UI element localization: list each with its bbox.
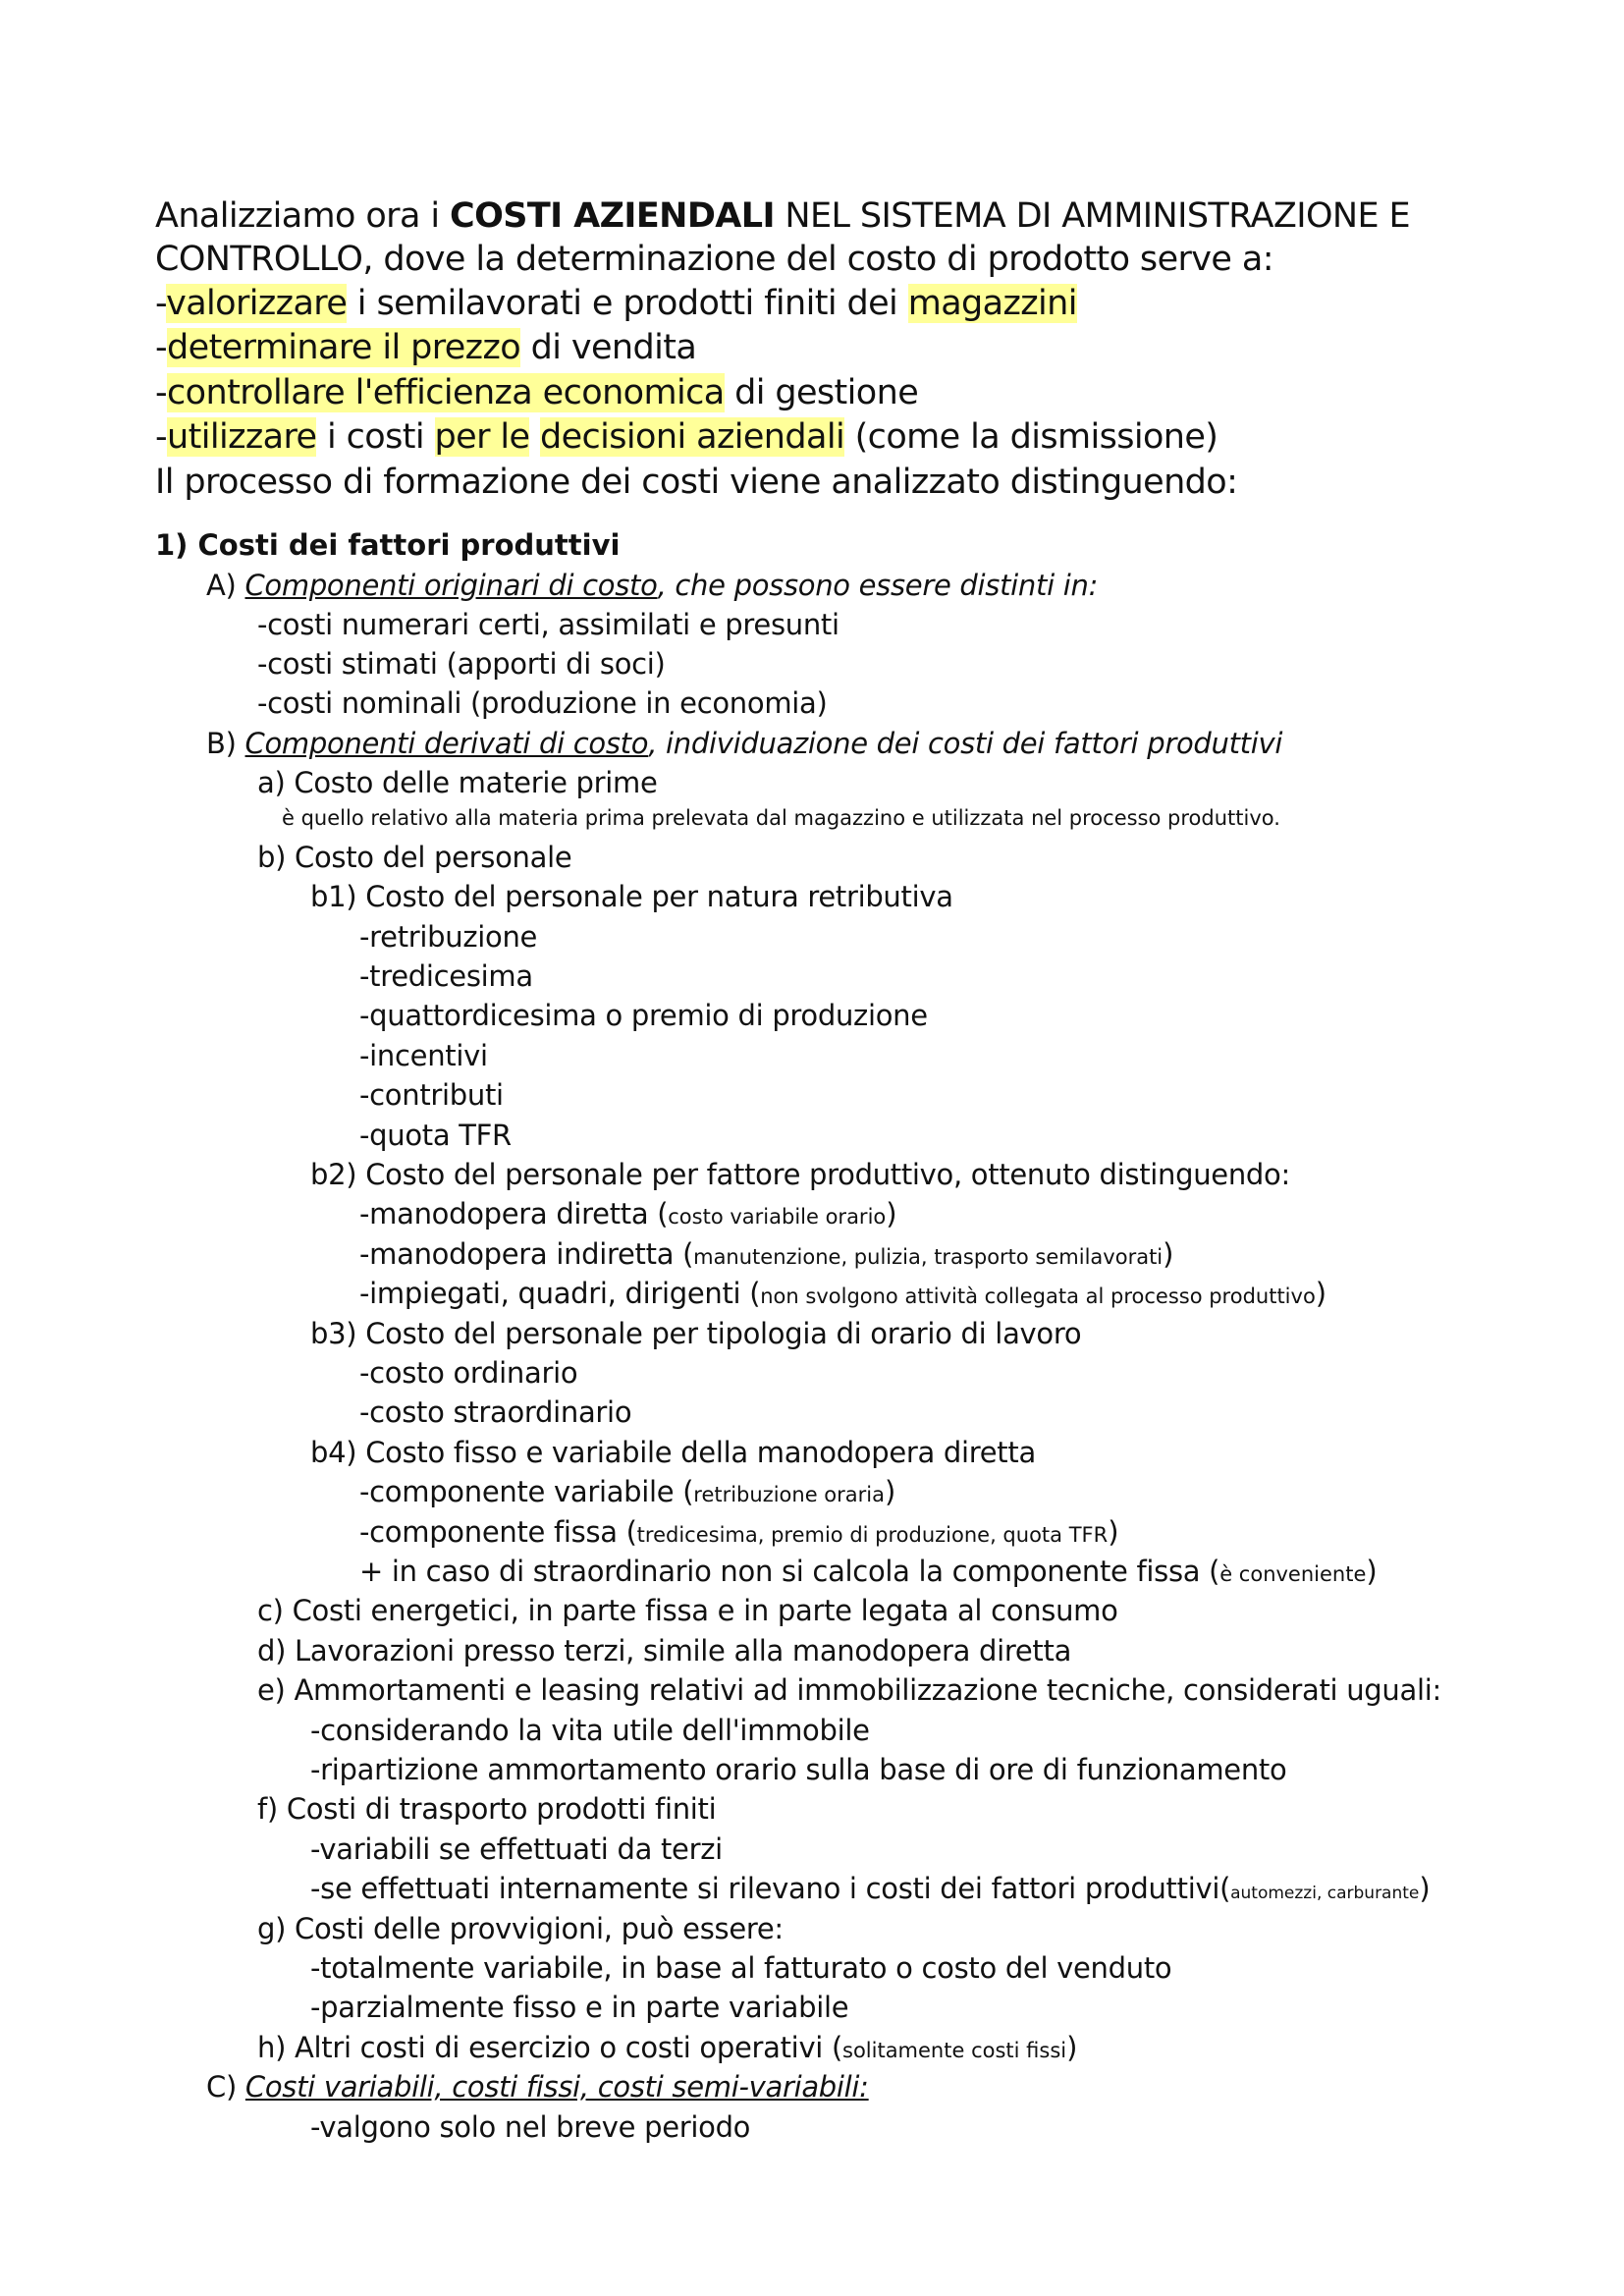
item-b4-title: b4) Costo fisso e variabile della manodopera diretta	[310, 1436, 1036, 1469]
item-h-title: h) Altri costi di esercizio o costi operativi (solitamente costi fissi)	[257, 2031, 1078, 2064]
item-a-note: è quello relativo alla materia prima prelevata dal magazzino e utilizzata nel processo produttivo.	[282, 806, 1280, 830]
item-f-title: f) Costi di trasporto prodotti finiti	[257, 1792, 717, 1826]
list-item: -costo straordinario	[359, 1395, 632, 1429]
list-item: -componente fissa (tredicesima, premio di produzione, quota TFR)	[359, 1515, 1119, 1549]
section-title: 1) Costi dei fattori produttivi	[155, 528, 621, 562]
item-b1-title: b1) Costo del personale per natura retributiva	[310, 880, 953, 913]
list-item: -costi nominali (produzione in economia)	[257, 686, 828, 720]
item-e-title: e) Ammortamenti e leasing relativi ad immobilizzazione tecniche, considerati uguali:	[257, 1673, 1441, 1707]
list-item: -valgono solo nel breve periodo	[310, 2110, 751, 2144]
list-item: -quattordicesima o premio di produzione	[359, 999, 928, 1032]
intro-line-2: CONTROLLO, dove la determinazione del costo di prodotto serve a:	[155, 240, 1273, 279]
list-item: -variabili se effettuati da terzi	[310, 1832, 723, 1866]
list-item: -considerando la vita utile dell'immobile	[310, 1714, 870, 1747]
subsection-c-heading: C) Costi variabili, costi fissi, costi semi-variabili:	[206, 2070, 869, 2104]
item-g-title: g) Costi delle provvigioni, può essere:	[257, 1912, 784, 1945]
list-item: -parzialmente fisso e in parte variabile	[310, 1991, 849, 2024]
list-item: -manodopera diretta (costo variabile orario)	[359, 1197, 897, 1230]
intro-line-7: Il processo di formazione dei costi viene analizzato distinguendo:	[155, 463, 1238, 502]
list-item: -costi numerari certi, assimilati e presunti	[257, 608, 839, 641]
item-b-title: b) Costo del personale	[257, 841, 572, 874]
intro-line-1: Analizziamo ora i COSTI AZIENDALI NEL SISTEMA DI AMMINISTRAZIONE E	[155, 196, 1411, 236]
intro-line-4: -determinare il prezzo di vendita	[155, 328, 697, 367]
item-b2-title: b2) Costo del personale per fattore produttivo, ottenuto distinguendo:	[310, 1158, 1290, 1191]
list-item: -impiegati, quadri, dirigenti (non svolgono attività collegata al processo produttivo)	[359, 1277, 1326, 1310]
item-b3-title: b3) Costo del personale per tipologia di orario di lavoro	[310, 1317, 1082, 1350]
intro-line-5: -controllare l'efficienza economica di gestione	[155, 373, 919, 412]
item-a-title: a) Costo delle materie prime	[257, 766, 658, 799]
list-item: -manodopera indiretta (manutenzione, pulizia, trasporto semilavorati)	[359, 1237, 1174, 1271]
list-item: -contributi	[359, 1078, 504, 1112]
list-item: -incentivi	[359, 1039, 488, 1072]
subsection-a-heading: A) Componenti originari di costo, che possono essere distinti in:	[206, 569, 1099, 602]
item-c-title: c) Costi energetici, in parte fissa e in parte legata al consumo	[257, 1594, 1118, 1627]
item-d-title: d) Lavorazioni presso terzi, simile alla manodopera diretta	[257, 1634, 1072, 1667]
list-item: -tredicesima	[359, 959, 533, 993]
list-item: -quota TFR	[359, 1119, 512, 1152]
list-item: -costo ordinario	[359, 1356, 578, 1390]
list-item: -costi stimati (apporti di soci)	[257, 647, 666, 681]
intro-line-6: -utilizzare i costi per le decisioni aziendali (come la dismissione)	[155, 417, 1218, 457]
list-item: + in caso di straordinario non si calcola la componente fissa (è conveniente)	[359, 1555, 1378, 1588]
list-item: -se effettuati internamente si rilevano i costi dei fattori produttivi(automezzi, carburante)	[310, 1872, 1431, 1905]
intro-line-3: -valorizzare i semilavorati e prodotti finiti dei magazzini	[155, 284, 1077, 323]
list-item: -totalmente variabile, in base al fatturato o costo del venduto	[310, 1951, 1172, 1985]
list-item: -retribuzione	[359, 920, 538, 954]
subsection-b-heading: B) Componenti derivati di costo, individuazione dei costi dei fattori produttivi	[206, 727, 1283, 760]
list-item: -componente variabile (retribuzione oraria)	[359, 1475, 896, 1508]
list-item: -ripartizione ammortamento orario sulla base di ore di funzionamento	[310, 1753, 1287, 1786]
